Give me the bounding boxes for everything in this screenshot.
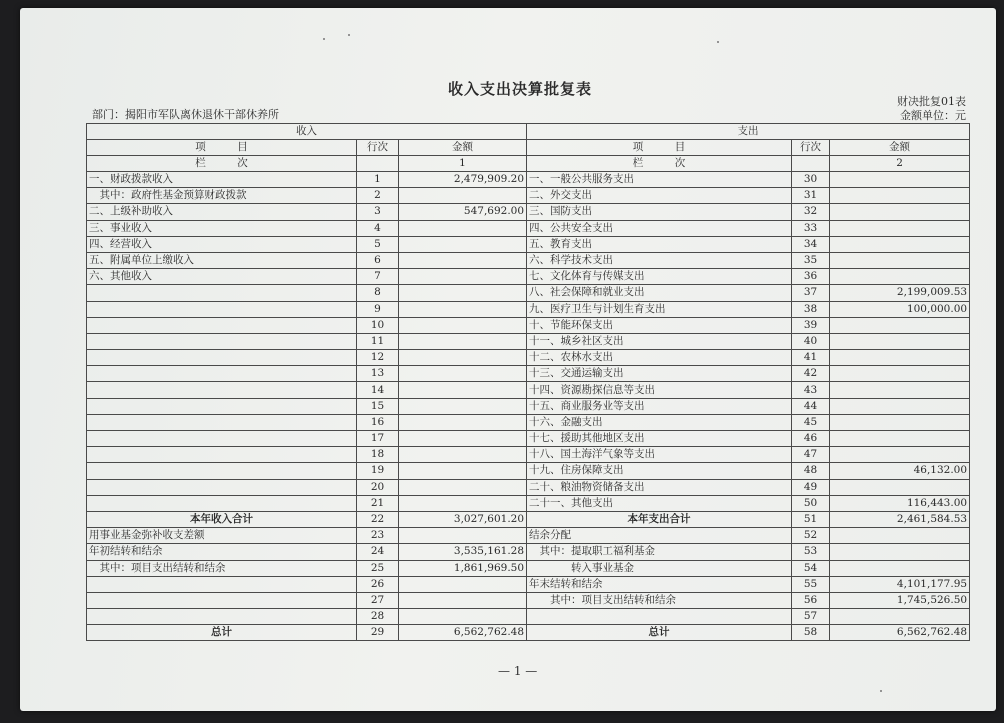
income-item-cell (87, 463, 357, 479)
expense-item-cell: 十七、援助其他地区支出 (527, 431, 792, 447)
page-title: 收入支出决算批复表 (447, 80, 592, 98)
income-amount-cell (399, 317, 527, 333)
income-amount-cell (399, 431, 527, 447)
expense-item-cell: 四、公共安全支出 (527, 220, 792, 236)
expense-amount-cell (830, 366, 970, 382)
income-amount-cell (399, 333, 527, 349)
paper-speck (323, 38, 325, 40)
table-row (87, 317, 970, 333)
income-amount-cell (399, 528, 527, 544)
income-item-cell: 六、其他收入 (87, 269, 357, 285)
table-row (87, 382, 970, 398)
expense-item-cell: 十五、商业服务业等支出 (527, 398, 792, 414)
income-row-no-cell: 24 (357, 544, 399, 560)
expense-item-cell: 结余分配 (527, 528, 792, 544)
table-row (87, 560, 970, 576)
expense-row-no-cell: 50 (792, 495, 830, 511)
table-row (87, 625, 970, 641)
income-row-no-cell: 8 (357, 285, 399, 301)
paper-speck (348, 34, 350, 36)
expense-amount-cell (830, 188, 970, 204)
income-item-cell: 用事业基金弥补收支差额 (87, 528, 357, 544)
expense-amount-cell (830, 204, 970, 220)
expense-item-cell: 九、医疗卫生与计划生育支出 (527, 301, 792, 317)
income-item-cell (87, 479, 357, 495)
expense-item-cell: 年末结转和结余 (527, 576, 792, 592)
income-row-no-cell: 13 (357, 366, 399, 382)
table-row (87, 463, 970, 479)
expense-row-no-cell: 37 (792, 285, 830, 301)
expense-amount-cell (830, 479, 970, 495)
expense-amount-header: 金额 (830, 140, 970, 156)
expense-amount-cell (830, 382, 970, 398)
income-row-no-cell: 3 (357, 204, 399, 220)
expense-amount-cell: 1,745,526.50 (830, 592, 970, 608)
expense-row-no-cell: 58 (792, 625, 830, 641)
income-amount-cell (399, 398, 527, 414)
expense-amount-cell: 2,461,584.53 (830, 511, 970, 527)
income-amount-cell (399, 236, 527, 252)
income-row-no-cell: 22 (357, 511, 399, 527)
table-row (87, 333, 970, 349)
table-row (87, 447, 970, 463)
income-amount-cell (399, 495, 527, 511)
expense-amount-cell (830, 220, 970, 236)
income-item-cell: 三、事业收入 (87, 220, 357, 236)
income-row-no-cell: 2 (357, 188, 399, 204)
expense-amount-cell: 100,000.00 (830, 301, 970, 317)
table-row (87, 431, 970, 447)
income-row-no-cell: 19 (357, 463, 399, 479)
expense-amount-cell (830, 560, 970, 576)
empty-cell (357, 156, 399, 172)
expense-row-no-cell: 34 (792, 236, 830, 252)
expense-row-no-cell: 49 (792, 479, 830, 495)
income-row-no-cell: 17 (357, 431, 399, 447)
income-item-cell (87, 333, 357, 349)
expense-item-cell: 二十一、其他支出 (527, 495, 792, 511)
income-item-cell (87, 285, 357, 301)
income-item-cell (87, 366, 357, 382)
expense-row-no-cell: 30 (792, 172, 830, 188)
expense-row-no-cell: 32 (792, 204, 830, 220)
expense-item-cell: 十一、城乡社区支出 (527, 333, 792, 349)
income-item-cell (87, 301, 357, 317)
paper-speck (717, 41, 719, 43)
income-row-no-cell: 20 (357, 479, 399, 495)
expense-row-no-cell: 35 (792, 252, 830, 268)
table-row (87, 350, 970, 366)
income-item-cell (87, 495, 357, 511)
table-row (87, 366, 970, 382)
expense-row-no-cell: 31 (792, 188, 830, 204)
income-amount-cell: 3,535,161.28 (399, 544, 527, 560)
income-row-no-cell: 26 (357, 576, 399, 592)
expense-row-no-cell: 42 (792, 366, 830, 382)
expense-amount-cell (830, 431, 970, 447)
expense-row-no-cell: 47 (792, 447, 830, 463)
expense-amount-cell (830, 528, 970, 544)
expense-amount-cell: 116,443.00 (830, 495, 970, 511)
amount-unit: 金额单位：元 (900, 109, 966, 122)
income-amount-cell (399, 592, 527, 608)
income-row-no-cell: 23 (357, 528, 399, 544)
expense-item-cell: 六、科学技术支出 (527, 252, 792, 268)
income-amount-cell (399, 269, 527, 285)
expense-amount-cell (830, 544, 970, 560)
expense-row-no-cell: 44 (792, 398, 830, 414)
income-item-cell: 五、附属单位上缴收入 (87, 252, 357, 268)
table-row (87, 414, 970, 430)
income-amount-cell (399, 463, 527, 479)
expense-item-cell: 十、节能环保支出 (527, 317, 792, 333)
income-item-cell: 年初结转和结余 (87, 544, 357, 560)
expense-row-no-cell: 45 (792, 414, 830, 430)
income-amount-cell (399, 301, 527, 317)
income-amount-cell (399, 350, 527, 366)
expense-amount-cell (830, 333, 970, 349)
expense-row-no-cell: 39 (792, 317, 830, 333)
income-item-cell (87, 576, 357, 592)
column-header-row (87, 140, 970, 156)
expense-amount-cell (830, 398, 970, 414)
expense-row-no-cell: 33 (792, 220, 830, 236)
expense-amount-cell (830, 350, 970, 366)
income-amount-cell (399, 609, 527, 625)
table-row (87, 592, 970, 608)
expense-item-header: 项 目 (527, 140, 792, 156)
expense-row-no-cell: 51 (792, 511, 830, 527)
income-item-header: 项 目 (87, 140, 357, 156)
expense-amount-cell (830, 414, 970, 430)
expense-section-header: 支出 (527, 124, 970, 140)
expense-row-no-cell: 41 (792, 350, 830, 366)
expense-item-cell: 二十、粮油物资储备支出 (527, 479, 792, 495)
income-row-no-cell: 27 (357, 592, 399, 608)
expense-item-cell: 十六、金融支出 (527, 414, 792, 430)
expense-item-cell: 总计 (527, 625, 792, 641)
expense-row-no-cell: 40 (792, 333, 830, 349)
income-amount-cell: 6,562,762.48 (399, 625, 527, 641)
expense-column-index: 2 (830, 156, 970, 172)
income-item-cell (87, 414, 357, 430)
table-row (87, 398, 970, 414)
income-row-no-cell: 12 (357, 350, 399, 366)
expense-amount-cell (830, 236, 970, 252)
expense-row-no-cell: 53 (792, 544, 830, 560)
income-row-no-cell: 16 (357, 414, 399, 430)
income-row-no-cell: 5 (357, 236, 399, 252)
expense-item-cell: 其中：提取职工福利基金 (527, 544, 792, 560)
income-item-cell: 四、经营收入 (87, 236, 357, 252)
expense-row-no-cell: 36 (792, 269, 830, 285)
income-row-no-cell: 9 (357, 301, 399, 317)
table-row (87, 269, 970, 285)
table-row (87, 609, 970, 625)
income-row-no-cell: 29 (357, 625, 399, 641)
table-row (87, 188, 970, 204)
expense-item-cell: 十九、住房保障支出 (527, 463, 792, 479)
empty-cell (792, 156, 830, 172)
income-row-no-cell: 25 (357, 560, 399, 576)
expense-amount-cell (830, 317, 970, 333)
income-item-cell (87, 431, 357, 447)
table-row (87, 495, 970, 511)
income-amount-header: 金额 (399, 140, 527, 156)
expense-item-cell: 转入事业基金 (527, 560, 792, 576)
form-code: 财决批复01表 (897, 95, 966, 108)
department-label: 部门：揭阳市军队离休退休干部休养所 (92, 108, 279, 121)
expense-amount-cell: 46,132.00 (830, 463, 970, 479)
expense-row-no-cell: 48 (792, 463, 830, 479)
income-amount-cell: 547,692.00 (399, 204, 527, 220)
expense-row-no-cell: 43 (792, 382, 830, 398)
expense-amount-cell (830, 172, 970, 188)
expense-item-cell: 十二、农林水支出 (527, 350, 792, 366)
income-amount-cell (399, 447, 527, 463)
table-row (87, 220, 970, 236)
expense-amount-cell: 4,101,177.95 (830, 576, 970, 592)
income-row-no-cell: 1 (357, 172, 399, 188)
expense-amount-cell (830, 447, 970, 463)
income-amount-cell: 2,479,909.20 (399, 172, 527, 188)
table-row (87, 236, 970, 252)
income-amount-cell: 1,861,969.50 (399, 560, 527, 576)
income-row-no-cell: 10 (357, 317, 399, 333)
expense-item-cell: 本年支出合计 (527, 511, 792, 527)
expense-item-cell: 八、社会保障和就业支出 (527, 285, 792, 301)
column-index-row (87, 156, 970, 172)
income-amount-cell (399, 382, 527, 398)
income-row-no-cell: 11 (357, 333, 399, 349)
income-item-cell (87, 382, 357, 398)
table-row (87, 301, 970, 317)
expense-row-no-cell: 46 (792, 431, 830, 447)
income-section-header: 收入 (87, 124, 527, 140)
income-row-no-cell: 6 (357, 252, 399, 268)
expense-column-label: 栏 次 (527, 156, 792, 172)
expense-amount-cell: 2,199,009.53 (830, 285, 970, 301)
income-item-cell: 其中：政府性基金预算财政拨款 (87, 188, 357, 204)
income-row-no-header: 行次 (357, 140, 399, 156)
income-item-cell (87, 447, 357, 463)
expense-item-cell: 三、国防支出 (527, 204, 792, 220)
income-row-no-cell: 14 (357, 382, 399, 398)
table-row (87, 511, 970, 527)
expense-item-cell: 七、文化体育与传媒支出 (527, 269, 792, 285)
income-item-cell: 二、上级补助收入 (87, 204, 357, 220)
table-row (87, 252, 970, 268)
income-amount-cell (399, 285, 527, 301)
expense-amount-cell (830, 269, 970, 285)
expense-row-no-cell: 55 (792, 576, 830, 592)
income-item-cell (87, 592, 357, 608)
income-item-cell: 其中：项目支出结转和结余 (87, 560, 357, 576)
income-amount-cell (399, 576, 527, 592)
expense-amount-cell: 6,562,762.48 (830, 625, 970, 641)
expense-item-cell (527, 609, 792, 625)
expense-amount-cell (830, 252, 970, 268)
income-item-cell: 总计 (87, 625, 357, 641)
income-item-cell (87, 350, 357, 366)
income-row-no-cell: 18 (357, 447, 399, 463)
expense-row-no-cell: 54 (792, 560, 830, 576)
income-amount-cell (399, 479, 527, 495)
income-expense-table (86, 123, 970, 641)
expense-row-no-cell: 38 (792, 301, 830, 317)
income-column-label: 栏 次 (87, 156, 357, 172)
table-row (87, 204, 970, 220)
income-row-no-cell: 28 (357, 609, 399, 625)
income-column-index: 1 (399, 156, 527, 172)
income-item-cell: 一、财政拨款收入 (87, 172, 357, 188)
income-item-cell (87, 317, 357, 333)
paper-speck (880, 690, 882, 692)
table-row (87, 285, 970, 301)
expense-item-cell: 十四、资源勘探信息等支出 (527, 382, 792, 398)
income-row-no-cell: 21 (357, 495, 399, 511)
expense-item-cell: 十三、交通运输支出 (527, 366, 792, 382)
income-row-no-cell: 15 (357, 398, 399, 414)
expense-row-no-cell: 56 (792, 592, 830, 608)
expense-item-cell: 十八、国土海洋气象等支出 (527, 447, 792, 463)
table-row (87, 576, 970, 592)
table-row (87, 544, 970, 560)
page-number: — 1 — (498, 664, 538, 678)
expense-item-cell: 一、一般公共服务支出 (527, 172, 792, 188)
section-header-row (87, 124, 970, 140)
income-amount-cell (399, 188, 527, 204)
table-row (87, 528, 970, 544)
income-row-no-cell: 4 (357, 220, 399, 236)
income-amount-cell (399, 220, 527, 236)
expense-item-cell: 其中：项目支出结转和结余 (527, 592, 792, 608)
income-item-cell (87, 609, 357, 625)
income-row-no-cell: 7 (357, 269, 399, 285)
table-row (87, 479, 970, 495)
income-amount-cell (399, 414, 527, 430)
expense-item-cell: 五、教育支出 (527, 236, 792, 252)
expense-row-no-header: 行次 (792, 140, 830, 156)
expense-row-no-cell: 52 (792, 528, 830, 544)
expense-row-no-cell: 57 (792, 609, 830, 625)
income-amount-cell (399, 252, 527, 268)
form-info (897, 95, 966, 123)
table-row (87, 172, 970, 188)
expense-amount-cell (830, 609, 970, 625)
income-item-cell (87, 398, 357, 414)
income-amount-cell (399, 366, 527, 382)
expense-item-cell: 二、外交支出 (527, 188, 792, 204)
income-item-cell: 本年收入合计 (87, 511, 357, 527)
income-amount-cell: 3,027,601.20 (399, 511, 527, 527)
